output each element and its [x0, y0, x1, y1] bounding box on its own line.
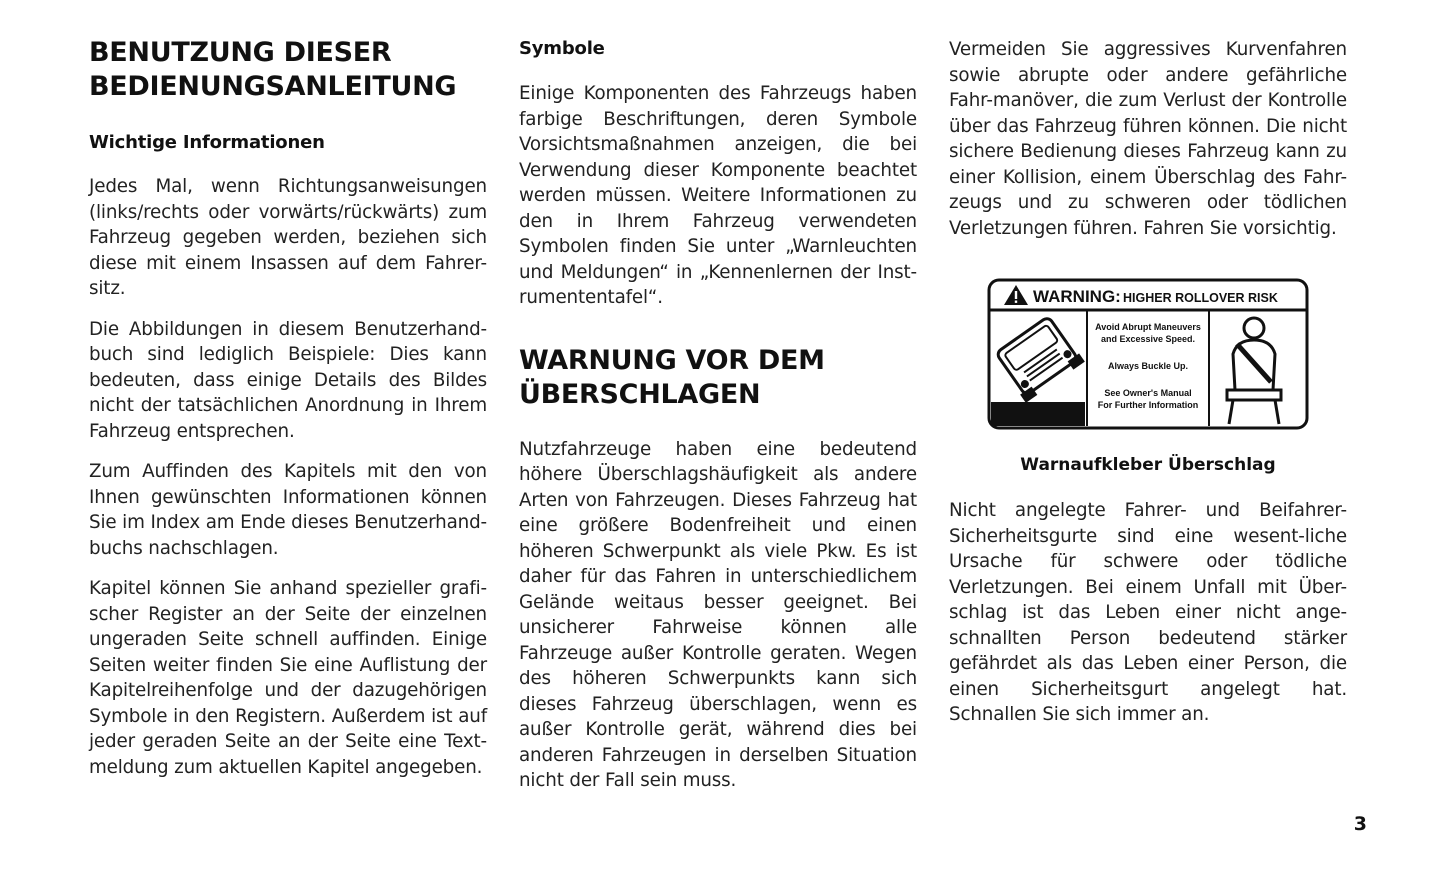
subheading-important-info: Wichtige Informationen [89, 132, 325, 153]
paragraph: Die Abbildungen in diesem Benutzerhand-buch sind lediglich Beispiele: Dies kann bedeuten, dass einige Details des Bildes nicht der tatsächlichen Anordnung in Ihrem Fahrzeug entsprechen. [89, 318, 487, 442]
paragraph: Zum Auffinden des Kapitels mit den von Ihnen gewünschten Informationen können Sie im Index am Ende dieses Benutzerhand-buchs nachschlagen. [89, 461, 487, 559]
paragraph: Kapitel können Sie anhand spezieller grafi-scher Register an der Seite der einzelnen ungeraden Seite schnell auffinden. Einige Seiten weiter finden Sie eine Auflistung der Kapitelreihenfolge und der dazugehörigen Symbole in den Registern. Außerdem ist auf jeder geraden Seite an der Seite eine Text-meldung zum aktuellen Kapitel angegeben. [89, 578, 487, 778]
column-left [89, 36, 487, 780]
paragraph-driving-caution: Vermeiden Sie aggressives Kurvenfahren sowie abrupte oder andere gefährliche Fahr-manöver, die zum Verlust der Kontrolle über das Fahrzeug führen können. Die nicht sichere Bedienung dieses Fahrzeug kann zu einer Kollision, einem Überschlag des Fahr-zeugs und zu schweren oder tödlichen Verletzungen führen. Fahren Sie vorsichtig. [949, 39, 1347, 239]
paragraph-rollover: Nutzfahrzeuge haben eine bedeutend höhere Überschlagshäufigkeit als andere Arten von Fahrzeugen. Dieses Fahrzeug hat eine größere Bodenfreiheit und einen höheren Schwerpunkt als viele Pkw. Es ist daher für das Fahren in unterschiedlichem Gelände weitaus besser geeignet. Bei unsicherer Fahrweise können alle Fahrzeuge außer Kontrolle geraten. Wegen des höheren Schwerpunkts kann sich dieses Fahrzeug überschlagen, wenn es außer Kontrolle gerät, während dies bei anderen Fahrzeugen in derselben Situation nicht der Fall sein muss. [519, 438, 917, 791]
rollover-warning-label [987, 278, 1309, 430]
label-line-2: and Excessive Speed. [1100, 334, 1196, 344]
label-title-warning: WARNING: [1033, 287, 1121, 306]
label-title-risk: HIGHER ROLLOVER RISK [1123, 291, 1278, 305]
figure-caption: Warnaufkleber Überschlag [1020, 455, 1276, 475]
subheading-symbols: Symbole [519, 38, 605, 59]
section-heading-rollover: WARNUNG VOR DEM ÜBERSCHLAGEN [519, 344, 825, 410]
label-line-3: Always Buckle Up. [1107, 361, 1189, 371]
column-right [949, 36, 1347, 728]
column-middle [519, 36, 917, 794]
label-line-5: For Further Information [1097, 400, 1199, 410]
page-number: 3 [1353, 813, 1367, 835]
paragraph: Jedes Mal, wenn Richtungsanweisungen (links/rechts oder vorwärts/rückwärts) zum Fahrzeug gegeben werden, beziehen sich diese mit einem Insassen auf dem Fahrer-sitz. [89, 176, 487, 299]
label-line-4: See Owner's Manual [1104, 388, 1192, 398]
paragraph-symbols: Einige Komponenten des Fahrzeugs haben farbige Beschriftungen, deren Symbole Vorsichtsmaßnahmen anzeigen, die bei Verwendung dieser Komponente beachtet werden müssen. Weitere Informationen zu den in Ihrem Fahrzeug verwendeten Symbolen finden Sie unter „Warnleuchten und Meldungen“ in „Kennenlernen der Inst-rumententafel“. [519, 83, 917, 308]
label-line-1: Avoid Abrupt Maneuvers [1095, 322, 1201, 332]
section-heading-usage: BENUTZUNG DIESER BEDIENUNGSANLEITUNG [89, 37, 457, 102]
paragraph-seatbelt: Nicht angelegte Fahrer- und Beifahrer-Sicherheitsgurte sind eine wesent-liche Ursache für schwere oder tödliche Verletzungen. Bei einem Unfall mit Über-schlag ist das Leben einer nicht ange-schnallten Person bedeutend stärker gefährdet als das Leben einer Person, die einen Sicherheitsgurt angelegt hat. Schnallen Sie sich immer an. [949, 500, 1347, 725]
rollover-warning-label-graphic [987, 278, 1309, 430]
